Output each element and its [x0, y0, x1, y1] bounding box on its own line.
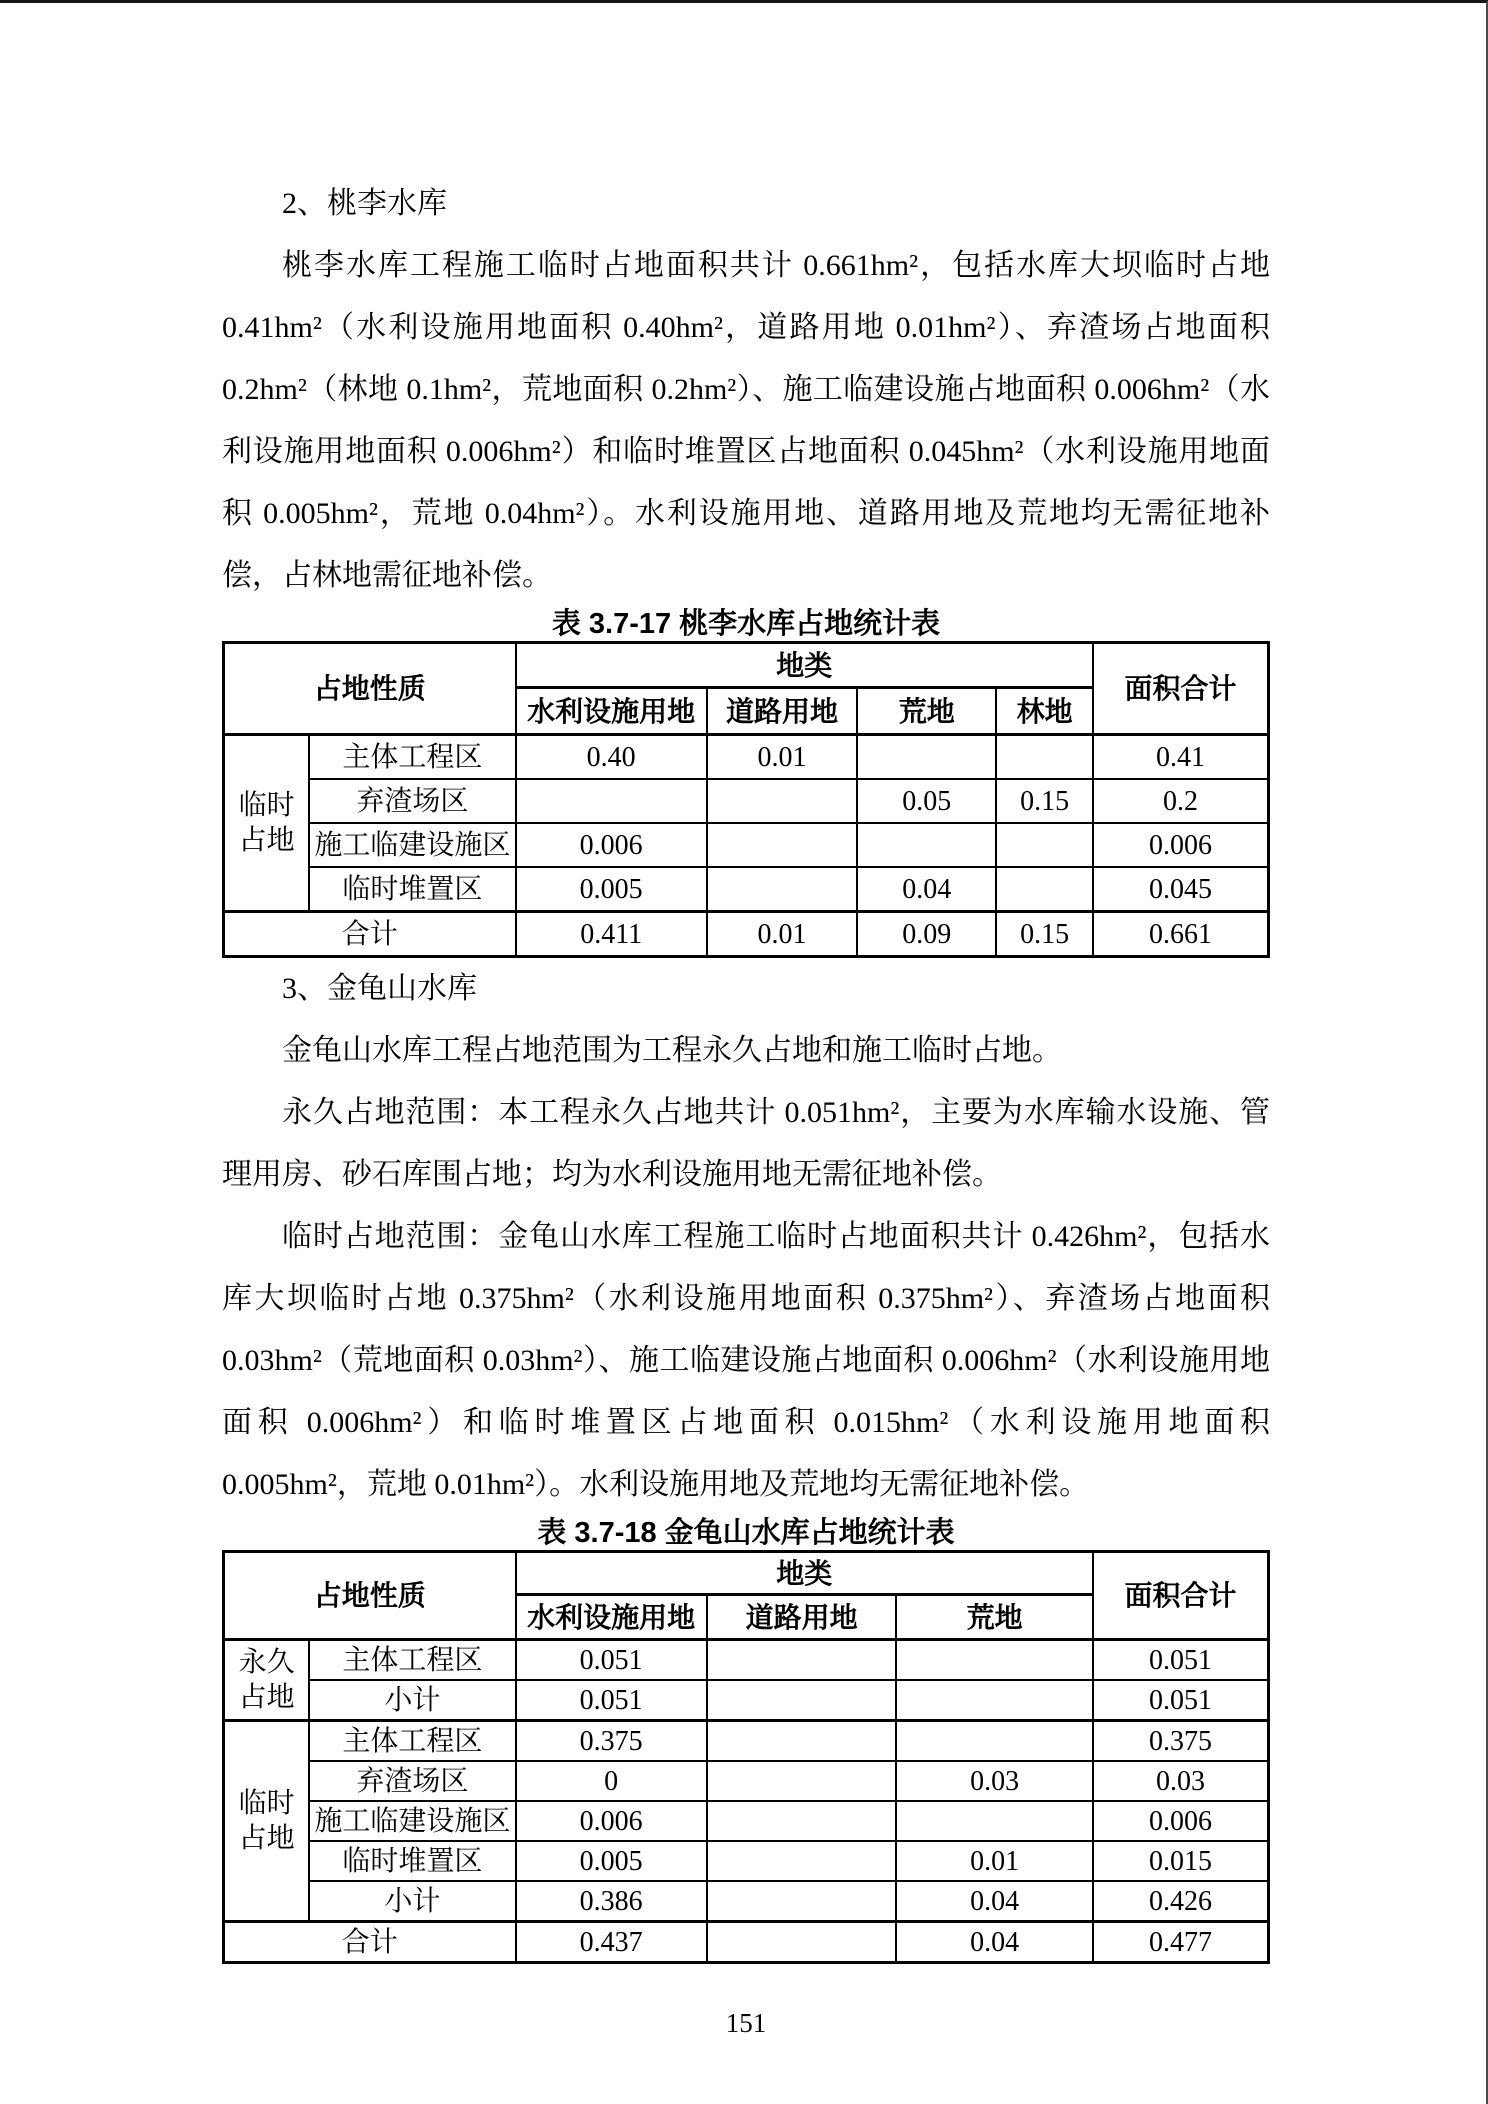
table-cell: 0.01: [707, 912, 857, 957]
table-cell: 0.051: [1093, 1640, 1269, 1681]
table-cell: 0: [516, 1761, 707, 1801]
paragraph-jinguishan-scope: 金龟山水库工程占地范围为工程永久占地和施工临时占地。: [282, 1034, 1062, 1067]
table-row: [224, 1721, 1269, 1762]
header-water-facility: 水利设施用地: [516, 688, 707, 735]
header-area-total: 面积合计: [1093, 1552, 1269, 1640]
table-cell: 0.04: [896, 1881, 1092, 1922]
table-cell: [707, 1680, 897, 1721]
header-land-type: 地类: [516, 1552, 1093, 1595]
table-taoli-land-stats: [222, 641, 1270, 958]
table-cell: 0.15: [996, 779, 1093, 823]
table-cell: 0.045: [1093, 867, 1269, 912]
table-cell: 0.477: [1093, 1922, 1269, 1963]
table-cell: [857, 823, 996, 867]
table-cell: [707, 1801, 897, 1841]
section-heading-taoli: 2、桃李水库: [282, 187, 447, 220]
table-cell: 0.375: [1093, 1721, 1269, 1762]
table-row: [224, 1881, 1269, 1922]
table-cell: 0.006: [516, 1801, 707, 1841]
table-cell: 0.40: [516, 735, 707, 780]
header-land-type: 地类: [516, 643, 1093, 688]
table-cell: 0.426: [1093, 1881, 1269, 1922]
row-label-cell: 主体工程区: [309, 1721, 515, 1762]
group-label-cell: 临时占地: [224, 1721, 310, 1922]
table-row: [224, 867, 1269, 912]
row-label-cell: 施工临建设施区: [309, 823, 515, 867]
table-row: [224, 1640, 1269, 1681]
header-occupation: 占地性质: [224, 1552, 516, 1640]
table-cell: [996, 823, 1093, 867]
header-road: 道路用地: [707, 688, 857, 735]
header-wasteland: 荒地: [896, 1595, 1092, 1640]
row-label-cell: 主体工程区: [309, 1640, 515, 1681]
group-label-cell: 临时占地: [224, 735, 310, 912]
table-jinguishan-land-stats: [222, 1550, 1270, 1964]
table-cell: 0.2: [1093, 779, 1269, 823]
page-number: 151: [725, 2008, 767, 2038]
section-heading-jinguishan: 3、金龟山水库: [282, 972, 477, 1005]
header-forest: 林地: [996, 688, 1093, 735]
table-cell: 0.386: [516, 1881, 707, 1922]
paragraph-jinguishan-temporary: 临时占地范围：金龟山水库工程施工临时占地面积共计 0.426hm²，包括水库大坝临时占地 0.375hm²（水利设施用地面积 0.375hm²）、弃渣场占地面积 0.03hm²（荒地面积 0.03hm²）、施工临建设施占地面积 0.006hm²（水利设施用地面积 0.006hm²）和临时堆置区占地面积 0.015hm²（水利设施用地面积 0.005hm²，荒地 0.01hm²）。水利设施用地及荒地均无需征地补偿。: [222, 1220, 1270, 1501]
table-cell: [707, 1721, 897, 1762]
table-cell: 0.005: [516, 867, 707, 912]
table-cell: [996, 867, 1093, 912]
table-total-row: [224, 1922, 1269, 1963]
table-cell: 0.006: [1093, 1801, 1269, 1841]
table-cell: [857, 735, 996, 780]
table-cell: 0.015: [1093, 1841, 1269, 1881]
table-cell: [896, 1640, 1092, 1681]
table-cell: 0.411: [516, 912, 707, 957]
table-cell: [707, 1922, 897, 1963]
row-label-cell: 弃渣场区: [309, 1761, 515, 1801]
row-label-cell: 弃渣场区: [309, 779, 515, 823]
table-header-row: [224, 643, 1269, 688]
row-label-cell: 合计: [224, 1922, 516, 1963]
page-content: [222, 173, 1270, 2039]
table-cell: [707, 1841, 897, 1881]
table-cell: [707, 1640, 897, 1681]
table-caption-jinguishan: 表 3.7-18 金龟山水库占地统计表: [537, 1517, 955, 1549]
table-cell: 0.03: [1093, 1761, 1269, 1801]
table-caption-taoli: 表 3.7-17 桃李水库占地统计表: [551, 608, 941, 640]
row-label-cell: 施工临建设施区: [309, 1801, 515, 1841]
paragraph-taoli-temp-land: 桃李水库工程施工临时占地面积共计 0.661hm²，包括水库大坝临时占地 0.41hm²（水利设施用地面积 0.40hm²，道路用地 0.01hm²）、弃渣场占地面积 0.2hm²（林地 0.1hm²，荒地面积 0.2hm²）、施工临建设施占地面积 0.006hm²（水利设施用地面积 0.006hm²）和临时堆置区占地面积 0.045hm²（水利设施用地面积 0.005hm²，荒地 0.04hm²）。水利设施用地、道路用地及荒地均无需征地补偿，占林地需征地补偿。: [222, 249, 1270, 592]
row-label-cell: 主体工程区: [309, 735, 515, 780]
table-cell: 0.41: [1093, 735, 1269, 780]
table-cell: 0.005: [516, 1841, 707, 1881]
table-row: [224, 735, 1269, 780]
table-cell: 0.01: [707, 735, 857, 780]
table-cell: 0.09: [857, 912, 996, 957]
table-cell: [896, 1721, 1092, 1762]
table-cell: 0.04: [857, 867, 996, 912]
table-cell: [896, 1680, 1092, 1721]
table-row: [224, 1801, 1269, 1841]
table-row: [224, 1761, 1269, 1801]
table-cell: 0.15: [996, 912, 1093, 957]
row-label-cell: 临时堆置区: [309, 1841, 515, 1881]
header-occupation: 占地性质: [224, 643, 516, 735]
table-cell: [896, 1801, 1092, 1841]
table-cell: 0.006: [1093, 823, 1269, 867]
table-cell: [996, 735, 1093, 780]
row-label-cell: 合计: [224, 912, 516, 957]
table-cell: 0.01: [896, 1841, 1092, 1881]
row-label-cell: 小计: [309, 1680, 515, 1721]
table-row: [224, 1680, 1269, 1721]
table-cell: [707, 1761, 897, 1801]
table-cell: 0.051: [516, 1640, 707, 1681]
table-cell: 0.006: [516, 823, 707, 867]
table-row: [224, 779, 1269, 823]
row-label-cell: 小计: [309, 1881, 515, 1922]
header-area-total: 面积合计: [1093, 643, 1269, 735]
table-row: [224, 1841, 1269, 1881]
table-cell: [516, 779, 707, 823]
table-cell: 0.04: [896, 1922, 1092, 1963]
table-cell: 0.05: [857, 779, 996, 823]
table-cell: 0.437: [516, 1922, 707, 1963]
table-row: [224, 823, 1269, 867]
table-cell: 0.661: [1093, 912, 1269, 957]
table-total-row: [224, 912, 1269, 957]
header-wasteland: 荒地: [857, 688, 996, 735]
table-cell: 0.03: [896, 1761, 1092, 1801]
table-cell: [707, 867, 857, 912]
table-cell: [707, 823, 857, 867]
table-cell: 0.375: [516, 1721, 707, 1762]
header-road: 道路用地: [707, 1595, 897, 1640]
row-label-cell: 临时堆置区: [309, 867, 515, 912]
table-cell: [707, 779, 857, 823]
group-label-cell: 永久占地: [224, 1640, 310, 1721]
table-header-row: [224, 1552, 1269, 1595]
table-cell: 0.051: [516, 1680, 707, 1721]
header-water-facility: 水利设施用地: [516, 1595, 707, 1640]
table-cell: [707, 1881, 897, 1922]
paragraph-jinguishan-permanent: 永久占地范围：本工程永久占地共计 0.051hm²，主要为水库输水设施、管理用房、砂石库围占地；均为水利设施用地无需征地补偿。: [222, 1096, 1270, 1191]
table-cell: 0.051: [1093, 1680, 1269, 1721]
